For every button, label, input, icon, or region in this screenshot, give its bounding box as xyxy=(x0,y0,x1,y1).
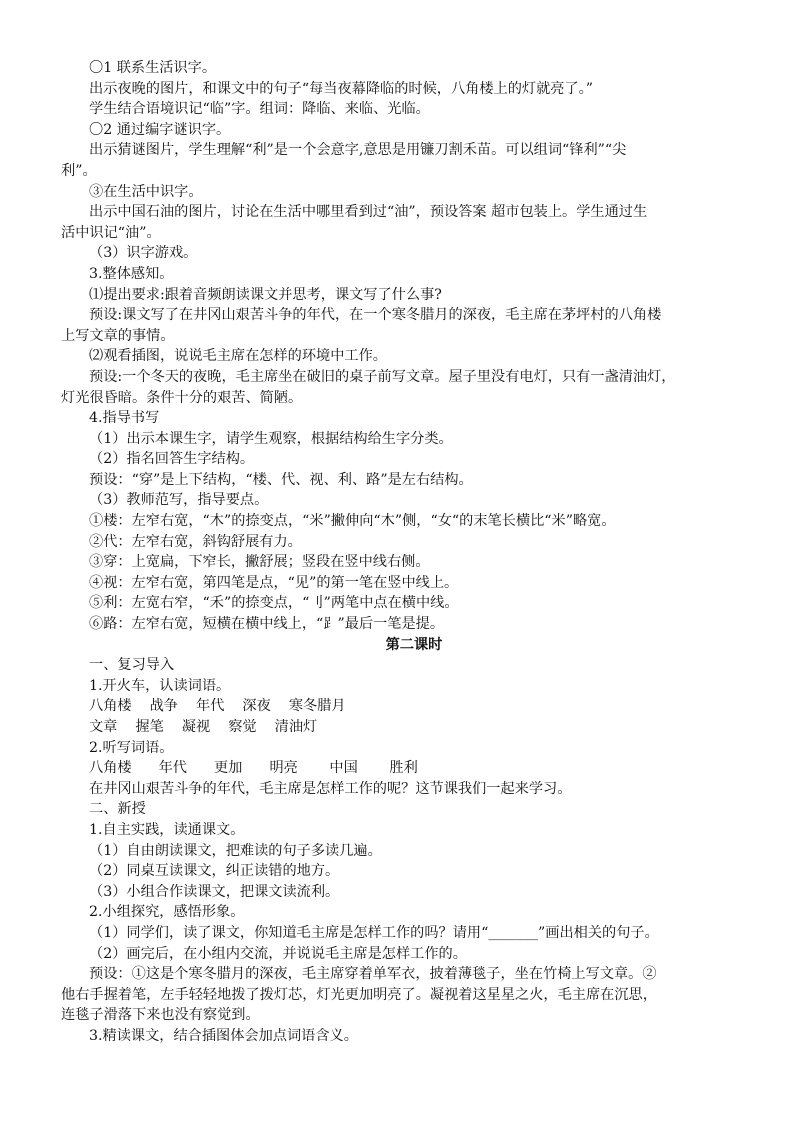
text-line: 出示猜谜图片，学生理解“利”是一个会意字,意思是用镰刀割禾苗。可以组词“锋利”“尖 xyxy=(89,142,627,159)
text-line: 八角楼 战争 年代 深夜 寒冬腊月 xyxy=(89,698,346,715)
text-line: （1）同学们，读了课文，你知道毛主席是怎样工作的吗？请用“_______”画出相关的句子。 xyxy=(89,924,659,941)
text-line: ⑤利：左宽右窄，“禾”的捺变点，“刂”两笔中点在横中线。 xyxy=(89,595,459,612)
text-line: 二、新授 xyxy=(89,801,146,818)
text-line: ⑵观看插图，说说毛主席在怎样的环境中工作。 xyxy=(89,348,387,365)
text-line: 文章 握笔 凝视 察觉 清油灯 xyxy=(89,719,318,735)
text-line: （2）指名回答生字结构。 xyxy=(89,451,255,468)
text-line: 〇2 通过编字谜识字。 xyxy=(89,121,231,138)
text-line: 预设：“穿”是上下结构，“楼、代、视、利、路”是左右结构。 xyxy=(89,471,473,488)
text-line: ③在生活中识字。 xyxy=(89,183,203,200)
text-line: 连毯子滑落下来也没有察觉到。 xyxy=(61,1007,260,1024)
section-first-lesson xyxy=(61,58,739,635)
document-page xyxy=(61,58,739,1047)
text-line: ①楼：左窄右宽，“木”的捺变点，“米”撇伸向“木”侧，“女“的末笔长横比“米”略宽。 xyxy=(89,513,616,530)
text-line: ⑥路：左窄右宽，短横在横中线上，“⻊”最后一笔是提。 xyxy=(89,616,445,633)
text-line: 预设:课文写了在井冈山艰苦斗争的年代，在一个寒冬腊月的深夜，毛主席在茅坪村的八角楼 xyxy=(89,307,662,324)
text-line: 他右手握着笔，左手轻轻地拨了拨灯芯，灯光更加明亮了。凝视着这星星之火，毛主席在沉思， xyxy=(61,986,657,1003)
text-line: （3）识字游戏。 xyxy=(89,245,198,262)
text-line: 出示中国石油的图片，讨论在生活中哪里看到过“油”，预设答案 超市包装上。学生通过生 xyxy=(89,204,648,221)
text-line: （1）自由朗读课文，把难读的句子多读几遍。 xyxy=(89,842,382,859)
text-line: ⑴提出要求:跟着音频朗读课文并思考，课文写了什么事? xyxy=(89,286,442,303)
lesson-heading: 第二课时 xyxy=(385,636,443,653)
text-line: 在井冈山艰苦斗争的年代，毛主席是怎样工作的呢？这节课我们一起来学习。 xyxy=(89,780,572,797)
text-line: 〇1 联系生活识字。 xyxy=(89,60,217,76)
text-line: （3）教师范写，指导要点。 xyxy=(89,492,269,509)
text-line: 2.听写词语。 xyxy=(89,739,174,756)
text-line: 4.指导书写 xyxy=(89,410,160,427)
text-line: 活中识记“油”。 xyxy=(61,224,161,241)
text-line: ②代：左窄右宽，斜钩舒展有力。 xyxy=(89,533,302,550)
text-line: （2）画完后，在小组内交流，并说说毛主席是怎样工作的。 xyxy=(89,945,467,962)
text-line: 学生结合语境识记“临”字。组词：降临、来临、光临。 xyxy=(89,101,430,118)
text-line: 预设:一个冬天的夜晚，毛主席坐在破旧的桌子前写文章。屋子里没有电灯，只有一盏清油灯， xyxy=(89,368,676,385)
text-line: （1）出示本课生字，请学生观察，根据结构给生字分类。 xyxy=(89,430,453,447)
text-line: 2.小组探究，感悟形象。 xyxy=(89,904,245,921)
text-line: 八角楼 年代 更加 明亮 中国 胜利 xyxy=(89,760,418,777)
text-line: 上写文章的事情。 xyxy=(61,327,175,344)
text-line: 一、复习导入 xyxy=(89,657,175,674)
section-second-lesson xyxy=(61,655,739,1046)
text-line: （3）小组合作读课文，把课文读流利。 xyxy=(89,883,340,900)
text-line: 1.开火车，认读词语。 xyxy=(89,677,231,694)
text-line: 3.精读课文，结合插图体会加点词语含义。 xyxy=(89,1027,358,1044)
text-line: ③穿：上宽扁，下窄长，撇舒展；竖段在竖中线右侧。 xyxy=(89,554,430,571)
text-line: 出示夜晚的图片，和课文中的句子“每当夜幕降临的时候，八角楼上的灯就亮了。” xyxy=(89,80,593,97)
text-line: 3.整体感知。 xyxy=(89,265,174,282)
text-line: 利”。 xyxy=(61,162,97,179)
text-line: 1.自主实践，读通课文。 xyxy=(89,821,245,838)
text-line: 预设：①这是个寒冬腊月的深夜，毛主席穿着单军衣，披着薄毯子，坐在竹椅上写文章。② xyxy=(89,966,657,983)
text-line: ④视：左窄右宽，第四笔是点，“见”的第一笔在竖中线上。 xyxy=(89,574,459,591)
text-line: 灯光很昏暗。条件十分的艰苦、简陋。 xyxy=(61,389,303,406)
text-line: （2）同桌互读课文，纠正读错的地方。 xyxy=(89,863,340,880)
